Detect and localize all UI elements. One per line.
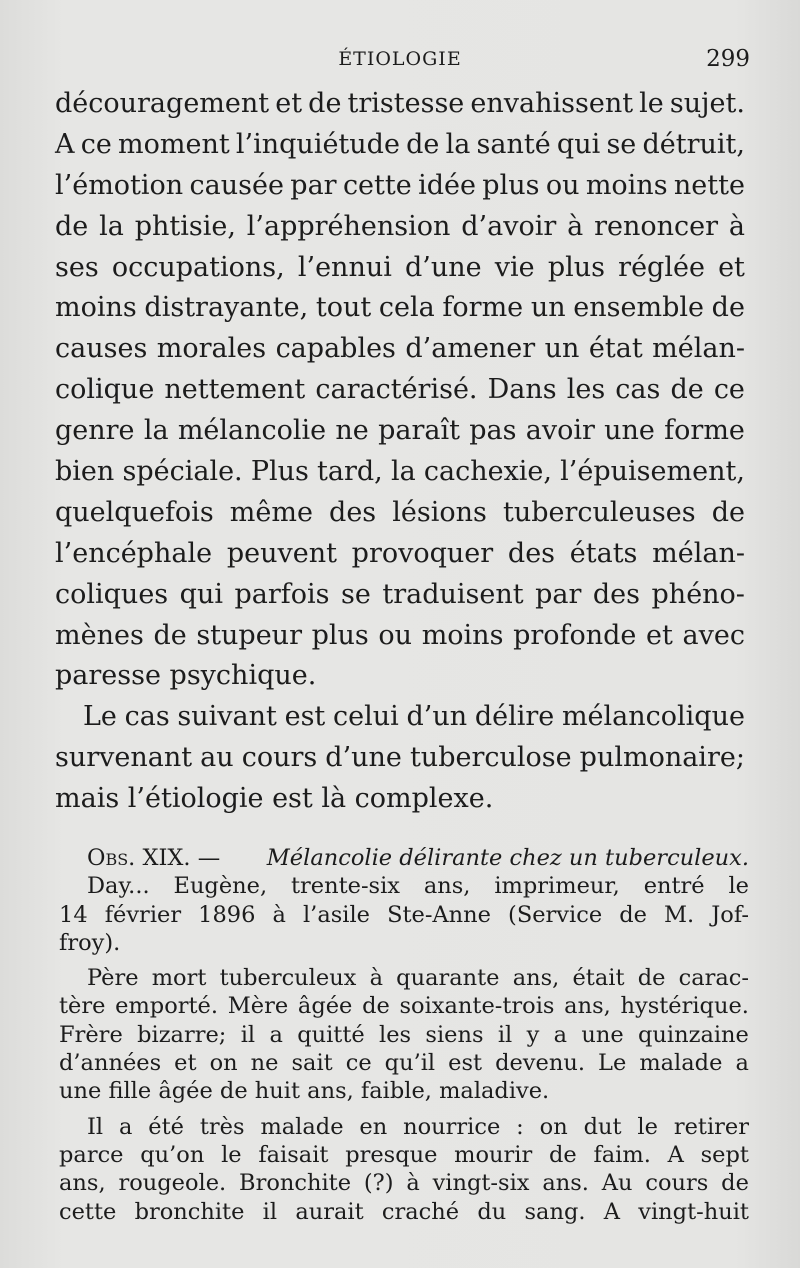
text-line: l’encéphale peuvent provoquer des états mélan-: [55, 537, 745, 569]
observation-line: 14 février 1896 à l’asile Ste-Anne (Service de M. Jof-: [59, 901, 749, 928]
text-line: causes morales capables d’amener un état mélan-: [55, 333, 745, 365]
observation-line: tère emporté. Mère âgée de soixante-trois ans, hystérique.: [59, 993, 749, 1020]
observation-line: Il a été très malade en nourrice : on dut le retirer: [87, 1113, 749, 1140]
observation-line: Frère bizarre; il a quitté les siens il y a une quinzaine: [59, 1021, 749, 1048]
text-line: ses occupations, l’ennui d’une vie plus réglée et: [55, 251, 745, 283]
text-line: paresse psychique.: [55, 660, 317, 692]
page-header: [55, 46, 750, 78]
text-line: moins distrayante, tout cela forme un ensemble de: [55, 292, 745, 324]
observation-line: d’années et on ne sait ce qu’il est devenu. Le malade a: [59, 1050, 749, 1077]
observation-line: Père mort tuberculeux à quarante ans, était de carac-: [87, 965, 749, 992]
body-text: [55, 84, 745, 820]
observation-line: Day... Eugène, trente-six ans, imprimeur, entré le: [87, 873, 749, 900]
observation-line: froy).: [59, 929, 121, 956]
text-line: quelquefois même des lésions tuberculeuses de: [55, 496, 745, 528]
text-line: l’émotion causée par cette idée plus ou moins nette: [55, 169, 745, 201]
observation-line: une fille âgée de huit ans, faible, maladive.: [59, 1078, 550, 1105]
text-line: coliques qui parfois se traduisent par des phéno-: [55, 578, 745, 610]
observation-label: Obs. XIX. —: [87, 845, 221, 871]
observation-block: [59, 844, 749, 1226]
text-line: Le cas suivant est celui d’un délire mélancolique: [83, 701, 745, 733]
text-line: colique nettement caractérisé. Dans les cas de ce: [55, 374, 745, 406]
observation-heading: [59, 844, 749, 872]
page-number: 299: [706, 46, 750, 72]
text-line: découragement et de tristesse envahissent le sujet.: [55, 88, 745, 119]
running-title: ÉTIOLOGIE: [338, 48, 462, 70]
text-line: survenant au cours d’une tuberculose pulmonaire;: [55, 742, 745, 774]
text-line: A ce moment l’inquiétude de la santé qui se détruit,: [55, 128, 745, 160]
text-line: bien spéciale. Plus tard, la cachexie, l’épuisement,: [55, 456, 745, 488]
text-line: mènes de stupeur plus ou moins profonde et avec: [55, 619, 745, 651]
observation-line: ans, rougeole. Bronchite (?) à vingt-six ans. Au cours de: [59, 1170, 749, 1197]
observation-title: Mélancolie délirante chez un tuberculeux.: [266, 845, 749, 871]
text-line: mais l’étiologie est là complexe.: [55, 783, 494, 815]
observation-line: parce qu’on le faisait presque mourir de faim. A sept: [59, 1141, 749, 1168]
observation-line: cette bronchite il aurait craché du sang. A vingt-huit: [59, 1198, 749, 1225]
text-line: genre la mélancolie ne paraît pas avoir une forme: [55, 415, 745, 447]
text-line: de la phtisie, l’appréhension d’avoir à renoncer à: [55, 210, 745, 242]
